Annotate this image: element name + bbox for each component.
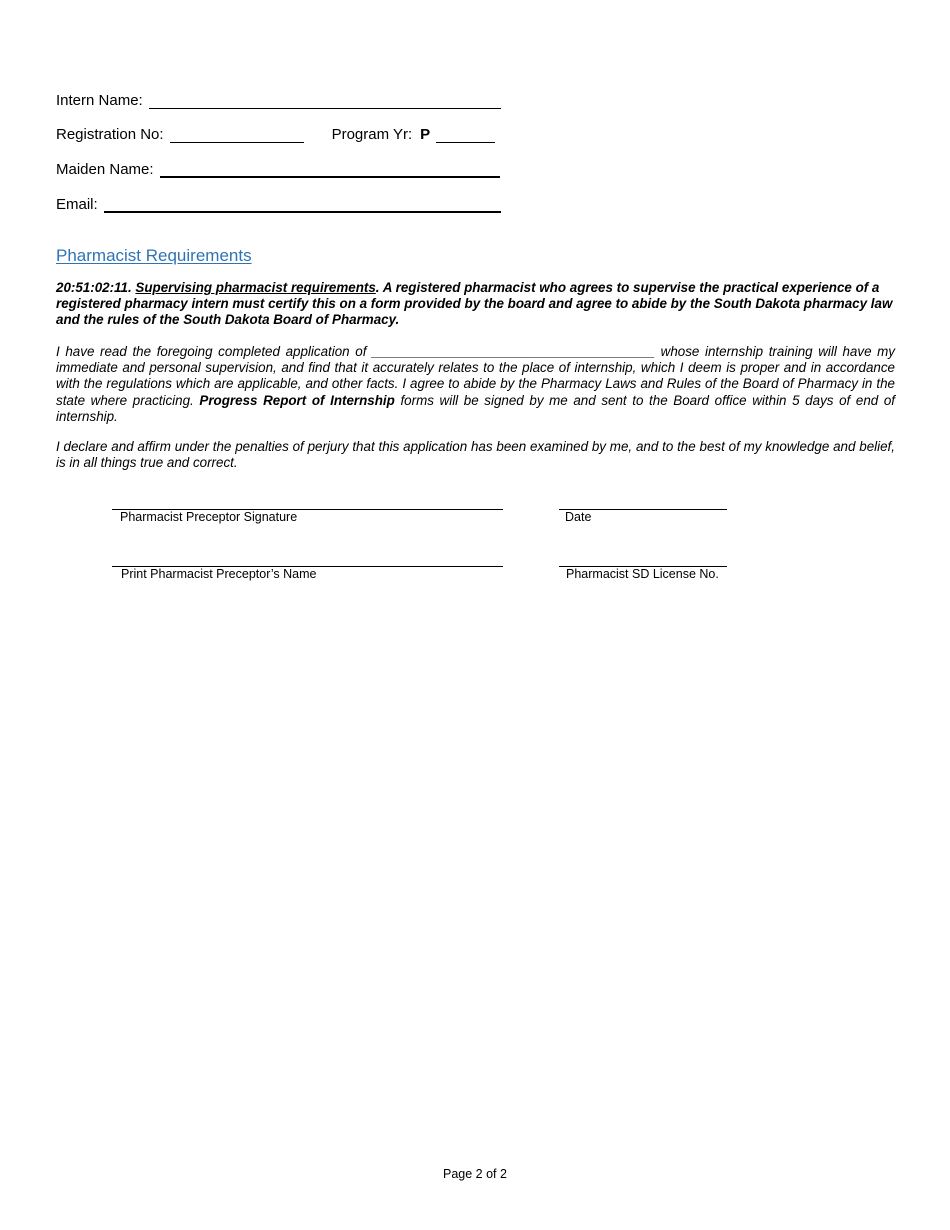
program-yr-label: Program Yr: xyxy=(331,126,413,143)
rule-title: Supervising pharmacist requirements xyxy=(135,280,376,295)
maiden-name-row xyxy=(56,161,500,178)
email-row xyxy=(56,196,501,213)
section-heading: Pharmacist Requirements xyxy=(56,246,252,265)
preceptor-signature-label: Pharmacist Preceptor Signature xyxy=(120,510,298,524)
maiden-name-label: Maiden Name: xyxy=(56,161,154,178)
registration-label: Registration No: xyxy=(56,126,164,143)
intern-name-label: Intern Name: xyxy=(56,92,143,109)
page-number: Page 2 of 2 xyxy=(443,1167,507,1181)
certification-part2: forms will be signed by me and sent to the Board office within 5 days of end of internship. xyxy=(56,392,896,424)
email-label: Email: xyxy=(56,196,98,213)
date-label: Date xyxy=(565,510,592,524)
maiden-name-field[interactable] xyxy=(160,162,500,178)
declaration-paragraph: I declare and affirm under the penalties of perjury that this application has been examined by me, and to the best of my knowledge and belief, is in all things true and correct. xyxy=(56,439,895,471)
program-yr-prefix: P xyxy=(420,126,431,143)
program-yr-field[interactable] xyxy=(436,128,495,143)
certification-paragraph xyxy=(56,344,895,425)
certification-part1: I have read the foregoing completed application of ______________________________________ whose internship training will have my immediate and personal supervision, and find that it accurately relates to the place of internship, which I deem is proper and in accordance with the regulations which are applicable, and other facts. I agree to abide by the Pharmacy Laws and Rules of the Board of Pharmacy in the state where practicing. xyxy=(56,344,895,408)
certification-bold: Progress Report of Internship xyxy=(199,392,395,408)
intern-name-field[interactable] xyxy=(149,94,501,109)
rule-paragraph xyxy=(56,280,895,329)
license-no-label: Pharmacist SD License No. xyxy=(566,567,719,581)
registration-row xyxy=(56,126,495,143)
print-name-label: Print Pharmacist Preceptor’s Name xyxy=(121,567,317,581)
registration-field[interactable] xyxy=(170,128,304,143)
rule-code: 20:51:02:11. xyxy=(56,280,132,295)
rule-text: . A registered pharmacist who agrees to supervise the practical experience of a registered pharmacy intern must certify this on a form provided by the board and agree to abide by the South Dakota pharmacy law and the rules of the South Dakota Board of Pharmacy. xyxy=(56,280,893,328)
email-field[interactable] xyxy=(104,197,501,213)
intern-name-row xyxy=(56,92,501,109)
